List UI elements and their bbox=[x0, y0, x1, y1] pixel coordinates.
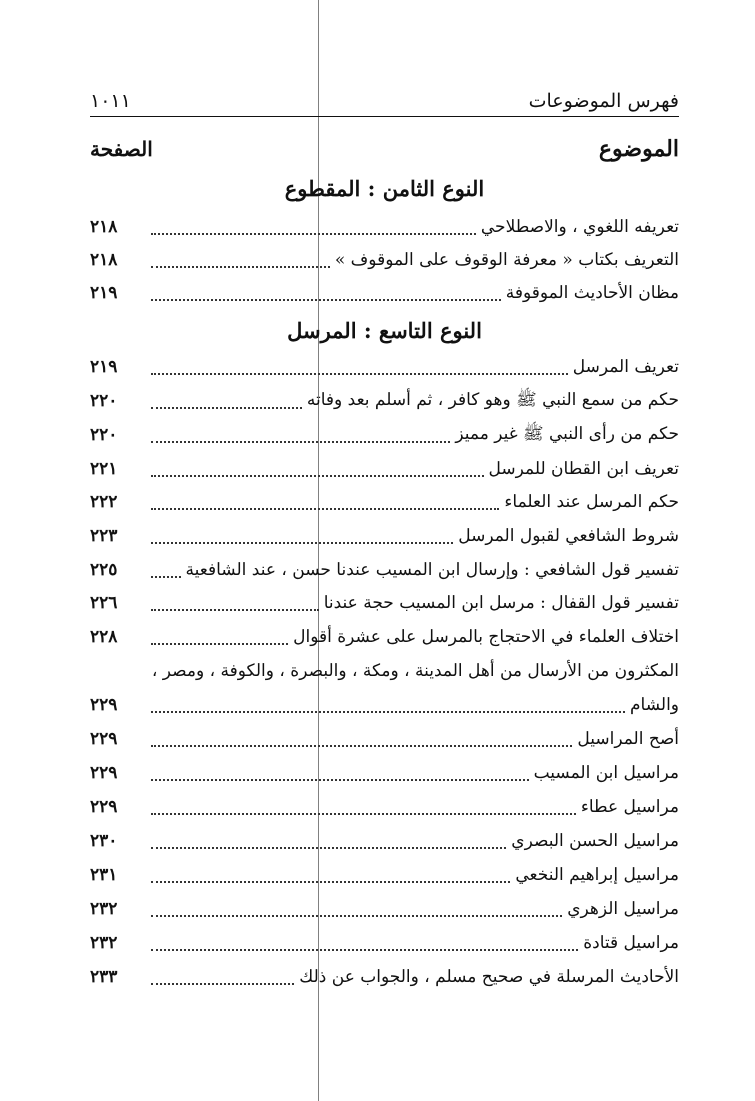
toc-entry[interactable] bbox=[90, 278, 679, 308]
entry-page: ٢٢٩ bbox=[90, 695, 118, 715]
dot-leader bbox=[151, 266, 330, 268]
entry-title: مراسيل الزهري bbox=[567, 899, 679, 919]
dot-leader bbox=[151, 576, 181, 578]
toc-entry[interactable] bbox=[90, 420, 679, 450]
page-column-header: الصفحة bbox=[90, 137, 153, 161]
entry-title: مراسيل إبراهيم النخعي bbox=[515, 865, 679, 885]
entry-title: المكثرون من الأرسال من أهل المدينة ، ومكة ، والبصرة ، والكوفة ، ومصر ، bbox=[151, 661, 679, 681]
entry-title: مراسيل ابن المسيب bbox=[533, 763, 679, 783]
dot-leader bbox=[151, 475, 484, 477]
entry-page: ٢٢٥ bbox=[90, 560, 118, 580]
dot-leader bbox=[151, 299, 501, 301]
toc-entry[interactable] bbox=[90, 792, 679, 822]
entry-title: تعريفه اللغوي ، والاصطلاحي bbox=[480, 217, 679, 237]
dot-leader bbox=[151, 373, 568, 375]
entry-page: ٢٣٢ bbox=[90, 899, 118, 919]
entry-page: ٢١٨ bbox=[90, 217, 118, 237]
entry-title: مظان الأحاديث الموقوفة bbox=[505, 283, 679, 303]
dot-leader bbox=[151, 915, 562, 917]
toc-entry[interactable] bbox=[90, 555, 679, 585]
dot-leader bbox=[151, 441, 450, 443]
toc-entry[interactable] bbox=[90, 622, 679, 652]
toc-entry[interactable] bbox=[90, 588, 679, 618]
entry-title: حكم من سمع النبي ﷺ وهو كافر ، ثم أسلم بعد وفاته bbox=[306, 389, 679, 410]
entry-title: شروط الشافعي لقبول المرسل bbox=[458, 526, 679, 546]
entry-page: ٢٣٢ bbox=[90, 933, 118, 953]
dot-leader bbox=[151, 983, 294, 985]
dot-leader bbox=[151, 233, 476, 235]
toc-entry[interactable] bbox=[90, 245, 679, 275]
toc-entry[interactable] bbox=[90, 826, 679, 856]
entry-title: حكم من رأى النبي ﷺ غير مميز bbox=[455, 423, 679, 444]
entry-page: ٢٢٣ bbox=[90, 526, 118, 546]
dot-leader bbox=[151, 881, 510, 883]
entry-title: تفسير قول القفال : مرسل ابن المسيب حجة عندنا bbox=[323, 593, 679, 613]
entry-title: اختلاف العلماء في الاحتجاج بالمرسل على عشرة أقوال bbox=[293, 627, 679, 647]
entry-title: مراسيل الحسن البصري bbox=[511, 831, 679, 851]
running-title: فهرس الموضوعات bbox=[528, 90, 679, 112]
entry-title: تعريف ابن القطان للمرسل bbox=[488, 459, 679, 479]
entry-page: ٢٢٦ bbox=[90, 593, 118, 613]
dot-leader bbox=[151, 847, 506, 849]
toc-entry[interactable] bbox=[90, 487, 679, 517]
toc-entry[interactable] bbox=[90, 521, 679, 551]
section-title: النوع الثامن : المقطوع bbox=[284, 176, 485, 201]
entry-title: مراسيل عطاء bbox=[580, 797, 679, 817]
entry-page: ٢٢١ bbox=[90, 459, 118, 479]
dot-leader bbox=[151, 745, 572, 747]
entry-title: مراسيل قتادة bbox=[583, 933, 679, 953]
entry-title: التعريف بكتاب « معرفة الوقوف على الموقوف » bbox=[334, 250, 679, 270]
entry-title-continuation: والشام bbox=[630, 695, 679, 715]
entry-page: ٢٢٠ bbox=[90, 391, 118, 411]
entry-page: ٢٢٢ bbox=[90, 492, 118, 512]
entry-page: ٢١٩ bbox=[90, 283, 118, 303]
dot-leader bbox=[151, 949, 578, 951]
toc-entry[interactable] bbox=[90, 352, 679, 382]
dot-leader bbox=[151, 508, 499, 510]
entry-page: ٢١٩ bbox=[90, 357, 118, 377]
topic-column-header: الموضوع bbox=[598, 136, 679, 162]
page-number: ١٠١١ bbox=[90, 90, 131, 112]
dot-leader bbox=[151, 813, 576, 815]
toc-entry[interactable] bbox=[90, 758, 679, 788]
entry-title: أصح المراسيل bbox=[577, 729, 679, 749]
toc-entry[interactable] bbox=[90, 860, 679, 890]
toc-entry[interactable] bbox=[90, 724, 679, 754]
dot-leader bbox=[151, 407, 302, 409]
entry-title: حكم المرسل عند العلماء bbox=[504, 492, 679, 512]
entry-page: ٢٣٠ bbox=[90, 831, 118, 851]
toc-entry[interactable] bbox=[90, 212, 679, 242]
entry-title: تعريف المرسل bbox=[572, 357, 679, 377]
entry-page: ٢٢٨ bbox=[90, 627, 118, 647]
toc-entry[interactable] bbox=[90, 928, 679, 958]
entry-page: ٢٢٩ bbox=[90, 729, 118, 749]
running-head bbox=[90, 86, 679, 112]
entry-title: الأحاديث المرسلة في صحيح مسلم ، والجواب عن ذلك bbox=[299, 967, 679, 987]
entry-page: ٢٢٠ bbox=[90, 425, 118, 445]
toc-entry-first-line[interactable] bbox=[90, 656, 679, 686]
toc-entry[interactable] bbox=[90, 894, 679, 924]
toc-entry[interactable] bbox=[90, 454, 679, 484]
entry-page: ٢٢٩ bbox=[90, 797, 118, 817]
toc-entry[interactable] bbox=[90, 962, 679, 992]
dot-leader bbox=[151, 711, 625, 713]
entry-title: تفسير قول الشافعي : وإرسال ابن المسيب عندنا حسن ، عند الشافعية bbox=[185, 560, 679, 580]
header-rule bbox=[90, 116, 679, 117]
entry-page: ٢١٨ bbox=[90, 250, 118, 270]
toc-entry[interactable] bbox=[90, 386, 679, 416]
entry-page: ٢٢٩ bbox=[90, 763, 118, 783]
toc-entry[interactable] bbox=[90, 690, 679, 720]
section-title: النوع التاسع : المرسل bbox=[287, 318, 482, 343]
dot-leader bbox=[151, 643, 288, 645]
dot-leader bbox=[151, 609, 319, 611]
column-headers bbox=[90, 134, 679, 164]
entry-page: ٢٣٣ bbox=[90, 967, 118, 987]
entry-page: ٢٣١ bbox=[90, 865, 118, 885]
dot-leader bbox=[151, 542, 453, 544]
dot-leader bbox=[151, 779, 529, 781]
